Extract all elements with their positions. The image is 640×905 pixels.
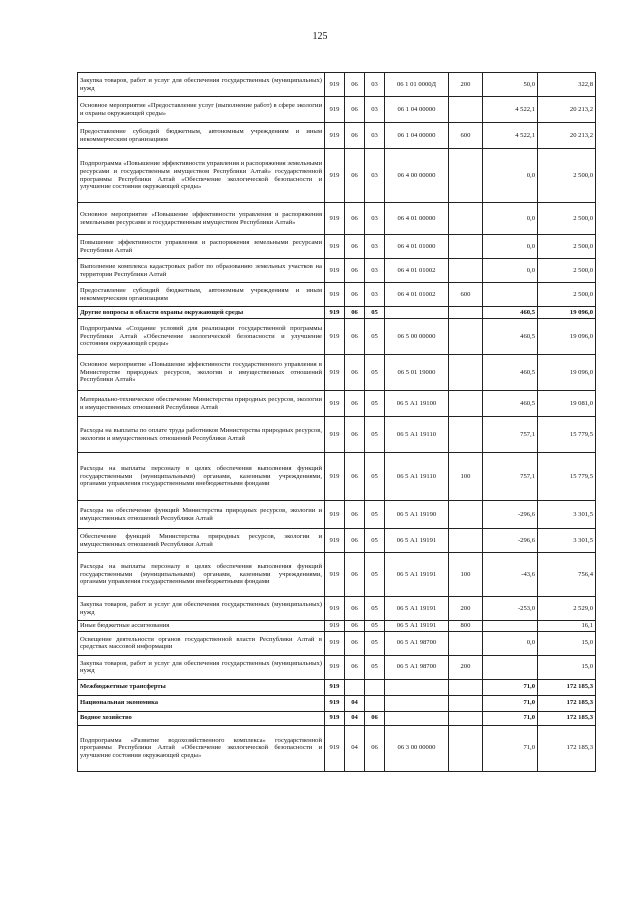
row-name: Основное мероприятие «Предоставление услуг (выполнение работ) в сфере экологии и охраны окружающей среды»	[78, 97, 325, 123]
row-name: Национальная экономика	[78, 695, 325, 711]
expense-type-code	[449, 203, 483, 235]
grbs-code: 919	[325, 711, 345, 725]
row-name: Иные бюджетные ассигнования	[78, 621, 325, 632]
expense-type-code	[449, 259, 483, 283]
amount-change: 0,0	[483, 203, 538, 235]
row-name: Закупка товаров, работ и услуг для обеспечения государственных (муниципальных) нужд	[78, 73, 325, 97]
amount-change: 4 522,1	[483, 97, 538, 123]
expense-type-code	[449, 679, 483, 695]
amount-total: 172 185,3	[538, 695, 596, 711]
section-code: 06	[345, 529, 365, 553]
expense-type-code	[449, 417, 483, 453]
subsection-code: 05	[365, 501, 385, 529]
amount-change: 71,0	[483, 725, 538, 771]
table-body	[78, 73, 596, 772]
section-code: 06	[345, 203, 365, 235]
amount-change: 460,5	[483, 355, 538, 391]
amount-change: 0,0	[483, 631, 538, 655]
amount-total: 19 096,0	[538, 319, 596, 355]
grbs-code: 919	[325, 319, 345, 355]
amount-change: 71,0	[483, 711, 538, 725]
amount-change: 71,0	[483, 679, 538, 695]
amount-change: 460,5	[483, 307, 538, 319]
subsection-code: 05	[365, 655, 385, 679]
subsection-code: 05	[365, 529, 385, 553]
section-code: 06	[345, 283, 365, 307]
amount-total: 3 301,5	[538, 529, 596, 553]
expense-type-code	[449, 725, 483, 771]
row-name: Подпрограмма «Повышение эффективности управления и распоряжения земельными ресурсами и государственным имуществом Республики Алтай» государственной программы Республики Алтай «Обеспечение экологической безопасности и улучшение состояния окружающей среды»	[78, 149, 325, 203]
grbs-code: 919	[325, 453, 345, 501]
row-name: Материально-техническое обеспечение Министерства природных ресурсов, экологии и имущественных отношений Республики Алтай	[78, 391, 325, 417]
section-code: 06	[345, 149, 365, 203]
amount-change: 460,5	[483, 391, 538, 417]
table-row	[78, 501, 596, 529]
target-article-code: 06 4 01 01002	[385, 283, 449, 307]
table-row	[78, 355, 596, 391]
target-article-code: 06 5 А1 98700	[385, 655, 449, 679]
amount-total: 172 185,3	[538, 711, 596, 725]
grbs-code: 919	[325, 203, 345, 235]
amount-change: -296,6	[483, 529, 538, 553]
amount-total: 172 185,3	[538, 679, 596, 695]
table-row	[78, 417, 596, 453]
amount-change	[483, 283, 538, 307]
section-code: 06	[345, 73, 365, 97]
amount-total: 2 529,0	[538, 597, 596, 621]
grbs-code: 919	[325, 123, 345, 149]
table-row	[78, 73, 596, 97]
target-article-code	[385, 711, 449, 725]
target-article-code	[385, 307, 449, 319]
expense-type-code	[449, 529, 483, 553]
amount-total: 756,4	[538, 553, 596, 597]
target-article-code: 06 1 04 00000	[385, 97, 449, 123]
expense-type-code	[449, 695, 483, 711]
grbs-code: 919	[325, 553, 345, 597]
section-code: 06	[345, 235, 365, 259]
target-article-code: 06 4 00 00000	[385, 149, 449, 203]
amount-change: 0,0	[483, 235, 538, 259]
subsection-code: 05	[365, 621, 385, 632]
grbs-code: 919	[325, 725, 345, 771]
amount-total: 20 213,2	[538, 123, 596, 149]
subsection-code: 05	[365, 553, 385, 597]
row-name: Межбюджетные трансферты	[78, 679, 325, 695]
amount-total: 15 779,5	[538, 453, 596, 501]
row-name: Повышение эффективности управления и распоряжения земельными ресурсами Республики Алтай	[78, 235, 325, 259]
amount-total: 2 500,0	[538, 235, 596, 259]
amount-total: 19 096,0	[538, 307, 596, 319]
row-name: Закупка товаров, работ и услуг для обеспечения государственных (муниципальных) нужд	[78, 597, 325, 621]
target-article-code: 06 5 А1 19191	[385, 621, 449, 632]
amount-change: -43,6	[483, 553, 538, 597]
amount-change: 757,1	[483, 417, 538, 453]
table-row	[78, 529, 596, 553]
expense-type-code: 200	[449, 655, 483, 679]
row-name: Расходы на выплаты персоналу в целях обеспечения выполнения функций государственными (муниципальными) органами, казенными учреждениями, органами управления государственными внебюджетными фондами	[78, 453, 325, 501]
target-article-code	[385, 695, 449, 711]
section-code: 06	[345, 655, 365, 679]
table-row	[78, 631, 596, 655]
expense-type-code	[449, 235, 483, 259]
grbs-code: 919	[325, 235, 345, 259]
section-code: 06	[345, 597, 365, 621]
grbs-code: 919	[325, 283, 345, 307]
target-article-code: 06 5 А1 19190	[385, 501, 449, 529]
amount-change: -253,0	[483, 597, 538, 621]
target-article-code: 06 5 А1 19110	[385, 453, 449, 501]
expense-type-code: 200	[449, 597, 483, 621]
section-code: 06	[345, 307, 365, 319]
section-code: 04	[345, 725, 365, 771]
grbs-code: 919	[325, 501, 345, 529]
table-row	[78, 259, 596, 283]
target-article-code: 06 5 А1 19110	[385, 417, 449, 453]
table-row	[78, 453, 596, 501]
table-row	[78, 235, 596, 259]
grbs-code: 919	[325, 655, 345, 679]
expense-type-code	[449, 97, 483, 123]
subsection-code: 06	[365, 725, 385, 771]
subsection-code: 03	[365, 203, 385, 235]
amount-change	[483, 621, 538, 632]
table-row	[78, 283, 596, 307]
subsection-code: 05	[365, 355, 385, 391]
target-article-code: 06 5 01 19000	[385, 355, 449, 391]
target-article-code: 06 5 А1 98700	[385, 631, 449, 655]
section-code: 06	[345, 621, 365, 632]
expense-type-code: 200	[449, 73, 483, 97]
section-code: 06	[345, 417, 365, 453]
subsection-code: 03	[365, 149, 385, 203]
row-name: Выполнение комплекса кадастровых работ по образованию земельных участков на территории Республики Алтай	[78, 259, 325, 283]
section-code: 06	[345, 259, 365, 283]
expense-type-code	[449, 307, 483, 319]
table-row	[78, 319, 596, 355]
section-code: 06	[345, 501, 365, 529]
row-name: Подпрограмма «Развитие водохозяйственного комплекса» государственной программы Республики Алтай «Обеспечение экологической безопасности и улучшение состояния окружающей среды»	[78, 725, 325, 771]
table-row	[78, 553, 596, 597]
grbs-code: 919	[325, 529, 345, 553]
target-article-code: 06 1 04 00000	[385, 123, 449, 149]
subsection-code: 03	[365, 259, 385, 283]
row-name: Освещение деятельности органов государственной власти Республики Алтай в средствах массовой информации	[78, 631, 325, 655]
subsection-code: 05	[365, 417, 385, 453]
subsection-code: 03	[365, 283, 385, 307]
amount-total: 15,0	[538, 631, 596, 655]
expense-type-code	[449, 711, 483, 725]
section-code: 06	[345, 553, 365, 597]
grbs-code: 919	[325, 621, 345, 632]
row-name: Обеспечение функций Министерства природных ресурсов, экологии и имущественных отношений Республики Алтай	[78, 529, 325, 553]
subsection-code	[365, 679, 385, 695]
amount-total: 172 185,3	[538, 725, 596, 771]
table-row	[78, 123, 596, 149]
subsection-code: 05	[365, 597, 385, 621]
amount-total: 2 500,0	[538, 203, 596, 235]
target-article-code: 06 5 А1 19191	[385, 597, 449, 621]
row-name: Основное мероприятие «Повышение эффективности управления и распоряжения земельными ресурсами и государственным имуществом Республики Алтай»	[78, 203, 325, 235]
row-name: Основное мероприятие «Повышение эффективности государственного управления в Министерстве природных ресурсов, экологии и имущественных отношений Республики Алтай»	[78, 355, 325, 391]
table-row	[78, 711, 596, 725]
grbs-code: 919	[325, 597, 345, 621]
section-code: 06	[345, 319, 365, 355]
grbs-code: 919	[325, 355, 345, 391]
subsection-code: 05	[365, 307, 385, 319]
row-name: Расходы на выплаты персоналу в целях обеспечения выполнения функций государственными (муниципальными) органами, казенными учреждениями, органами управления государственными внебюджетными фондами	[78, 553, 325, 597]
section-code: 06	[345, 123, 365, 149]
subsection-code: 05	[365, 631, 385, 655]
expense-type-code: 600	[449, 283, 483, 307]
expense-type-code: 100	[449, 553, 483, 597]
table-row	[78, 695, 596, 711]
expense-type-code	[449, 149, 483, 203]
target-article-code: 06 1 01 0000Д	[385, 73, 449, 97]
amount-change	[483, 655, 538, 679]
expense-type-code	[449, 355, 483, 391]
amount-total: 2 500,0	[538, 283, 596, 307]
grbs-code: 919	[325, 695, 345, 711]
target-article-code: 06 5 00 00000	[385, 319, 449, 355]
table-row	[78, 679, 596, 695]
target-article-code: 06 4 01 01002	[385, 259, 449, 283]
table-row	[78, 203, 596, 235]
table-row	[78, 621, 596, 632]
grbs-code: 919	[325, 73, 345, 97]
subsection-code: 06	[365, 711, 385, 725]
table-row	[78, 307, 596, 319]
grbs-code: 919	[325, 259, 345, 283]
grbs-code: 919	[325, 97, 345, 123]
amount-total: 2 500,0	[538, 149, 596, 203]
budget-table	[77, 72, 596, 772]
amount-change: -296,6	[483, 501, 538, 529]
amount-total: 19 096,0	[538, 355, 596, 391]
subsection-code: 03	[365, 73, 385, 97]
amount-total: 2 500,0	[538, 259, 596, 283]
table-row	[78, 149, 596, 203]
target-article-code: 06 5 А1 19100	[385, 391, 449, 417]
amount-total: 19 081,0	[538, 391, 596, 417]
row-name: Подпрограмма «Создание условий для реализации государственной программы Республики Алтай «Обеспечение экологической безопасности и улучшение состояния окружающей среды»	[78, 319, 325, 355]
section-code	[345, 679, 365, 695]
subsection-code: 03	[365, 97, 385, 123]
grbs-code: 919	[325, 631, 345, 655]
section-code: 06	[345, 355, 365, 391]
row-name: Предоставление субсидий бюджетным, автономным учреждениям и иным некоммерческим организациям	[78, 123, 325, 149]
expense-type-code	[449, 501, 483, 529]
expense-type-code: 600	[449, 123, 483, 149]
amount-change: 0,0	[483, 259, 538, 283]
amount-change: 50,0	[483, 73, 538, 97]
grbs-code: 919	[325, 679, 345, 695]
subsection-code	[365, 695, 385, 711]
grbs-code: 919	[325, 307, 345, 319]
table-row	[78, 725, 596, 771]
amount-change: 460,5	[483, 319, 538, 355]
expense-type-code: 100	[449, 453, 483, 501]
amount-total: 3 301,5	[538, 501, 596, 529]
table-row	[78, 655, 596, 679]
target-article-code: 06 4 01 00000	[385, 203, 449, 235]
subsection-code: 05	[365, 319, 385, 355]
table-row	[78, 97, 596, 123]
target-article-code: 06 5 А1 19191	[385, 529, 449, 553]
row-name: Закупка товаров, работ и услуг для обеспечения государственных (муниципальных) нужд	[78, 655, 325, 679]
amount-total: 15 779,5	[538, 417, 596, 453]
table-row	[78, 391, 596, 417]
expense-type-code	[449, 319, 483, 355]
row-name: Расходы на выплаты по оплате труда работников Министерства природных ресурсов, экологии и имущественных отношений Республики Алтай	[78, 417, 325, 453]
row-name: Расходы на обеспечение функций Министерства природных ресурсов, экологии и имущественных отношений Республики Алтай	[78, 501, 325, 529]
subsection-code: 03	[365, 123, 385, 149]
target-article-code	[385, 679, 449, 695]
grbs-code: 919	[325, 391, 345, 417]
amount-change: 757,1	[483, 453, 538, 501]
section-code: 06	[345, 97, 365, 123]
row-name: Предоставление субсидий бюджетным, автономным учреждениям и иным некоммерческим организациям	[78, 283, 325, 307]
amount-total: 322,8	[538, 73, 596, 97]
row-name: Другие вопросы в области охраны окружающей среды	[78, 307, 325, 319]
page-number: 125	[312, 31, 328, 42]
amount-change: 4 522,1	[483, 123, 538, 149]
grbs-code: 919	[325, 149, 345, 203]
amount-change: 71,0	[483, 695, 538, 711]
section-code: 06	[345, 631, 365, 655]
row-name: Водное хозяйство	[78, 711, 325, 725]
amount-change: 0,0	[483, 149, 538, 203]
target-article-code: 06 3 00 00000	[385, 725, 449, 771]
expense-type-code: 800	[449, 621, 483, 632]
grbs-code: 919	[325, 417, 345, 453]
table-row	[78, 597, 596, 621]
subsection-code: 03	[365, 235, 385, 259]
amount-total: 15,0	[538, 655, 596, 679]
target-article-code: 06 4 01 01000	[385, 235, 449, 259]
expense-type-code	[449, 631, 483, 655]
amount-total: 20 213,2	[538, 97, 596, 123]
subsection-code: 05	[365, 453, 385, 501]
section-code: 04	[345, 695, 365, 711]
subsection-code: 05	[365, 391, 385, 417]
amount-total: 16,1	[538, 621, 596, 632]
section-code: 06	[345, 391, 365, 417]
section-code: 06	[345, 453, 365, 501]
target-article-code: 06 5 А1 19191	[385, 553, 449, 597]
expense-type-code	[449, 391, 483, 417]
section-code: 04	[345, 711, 365, 725]
